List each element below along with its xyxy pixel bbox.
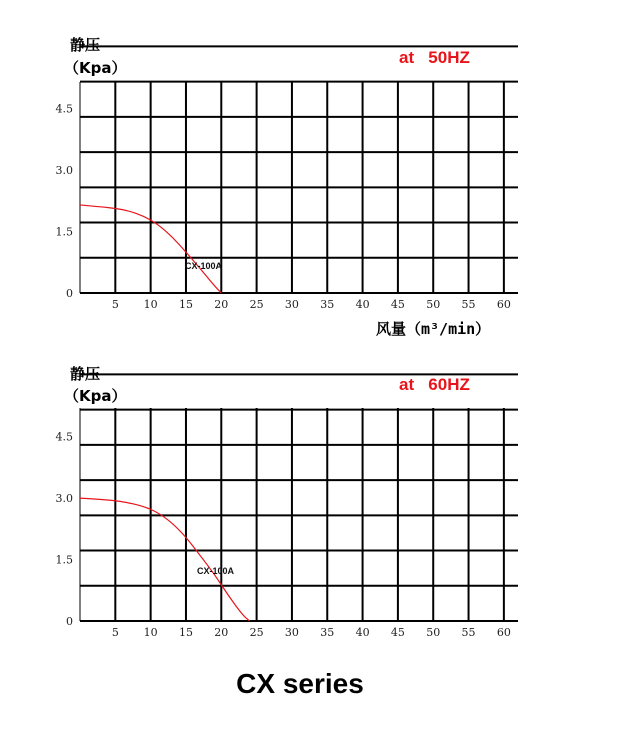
curve-label: CX-100A [185, 261, 223, 271]
x-tick-label: 20 [214, 626, 229, 639]
x-tick-label: 55 [461, 298, 476, 311]
series-title: CX series [236, 668, 364, 699]
y-tick-label: 3.0 [55, 492, 73, 506]
frequency-label: at 60HZ [399, 375, 470, 394]
x-tick-label: 35 [320, 626, 335, 639]
grid [80, 374, 518, 621]
x-tick-label: 40 [355, 298, 370, 311]
x-tick-label: 20 [214, 298, 229, 311]
x-tick-label: 30 [284, 626, 299, 639]
frequency-label: at 50HZ [399, 48, 470, 67]
y-tick-label: 4.5 [55, 430, 73, 444]
x-tick-label: 10 [143, 626, 158, 639]
x-tick-label: 50 [426, 626, 441, 639]
x-tick-label: 25 [249, 626, 264, 639]
x-tick-label: 50 [426, 298, 441, 311]
y-tick-label: 1.5 [55, 553, 73, 567]
pressure-chart-60hz [0, 330, 617, 650]
grid [80, 46, 518, 293]
y-tick-label: 1.5 [55, 225, 73, 239]
y-axis-label: 静压 [70, 365, 101, 383]
curve-cx-100a [80, 498, 250, 621]
curve-label: CX-100A [197, 566, 235, 576]
x-tick-label: 45 [390, 626, 405, 639]
x-tick-label: 30 [284, 298, 299, 311]
y-axis-unit: （Kpa） [64, 387, 127, 405]
x-tick-label: 60 [496, 626, 511, 639]
y-axis-unit: （Kpa） [64, 59, 127, 77]
x-tick-label: 15 [178, 626, 193, 639]
y-tick-label: 4.5 [55, 102, 73, 116]
x-tick-label: 60 [496, 298, 511, 311]
x-ticks [112, 626, 511, 639]
x-tick-label: 55 [461, 626, 476, 639]
x-tick-label: 10 [143, 298, 158, 311]
y-ticks [56, 431, 74, 628]
x-tick-label: 45 [390, 298, 405, 311]
x-ticks [112, 298, 511, 311]
y-tick-label: 0 [66, 615, 73, 628]
x-tick-label: 40 [355, 626, 370, 639]
y-tick-label: 3.0 [55, 164, 73, 178]
x-tick-label: 5 [111, 626, 119, 639]
y-ticks [56, 103, 74, 300]
x-axis-label: 风量（m³/min） [376, 320, 491, 338]
x-tick-label: 25 [249, 298, 264, 311]
x-tick-label: 35 [320, 298, 335, 311]
y-tick-label: 0 [66, 287, 73, 300]
x-tick-label: 15 [178, 298, 193, 311]
y-axis-label: 静压 [70, 36, 101, 54]
x-tick-label: 5 [111, 298, 119, 311]
pressure-chart-50hz [0, 0, 617, 345]
